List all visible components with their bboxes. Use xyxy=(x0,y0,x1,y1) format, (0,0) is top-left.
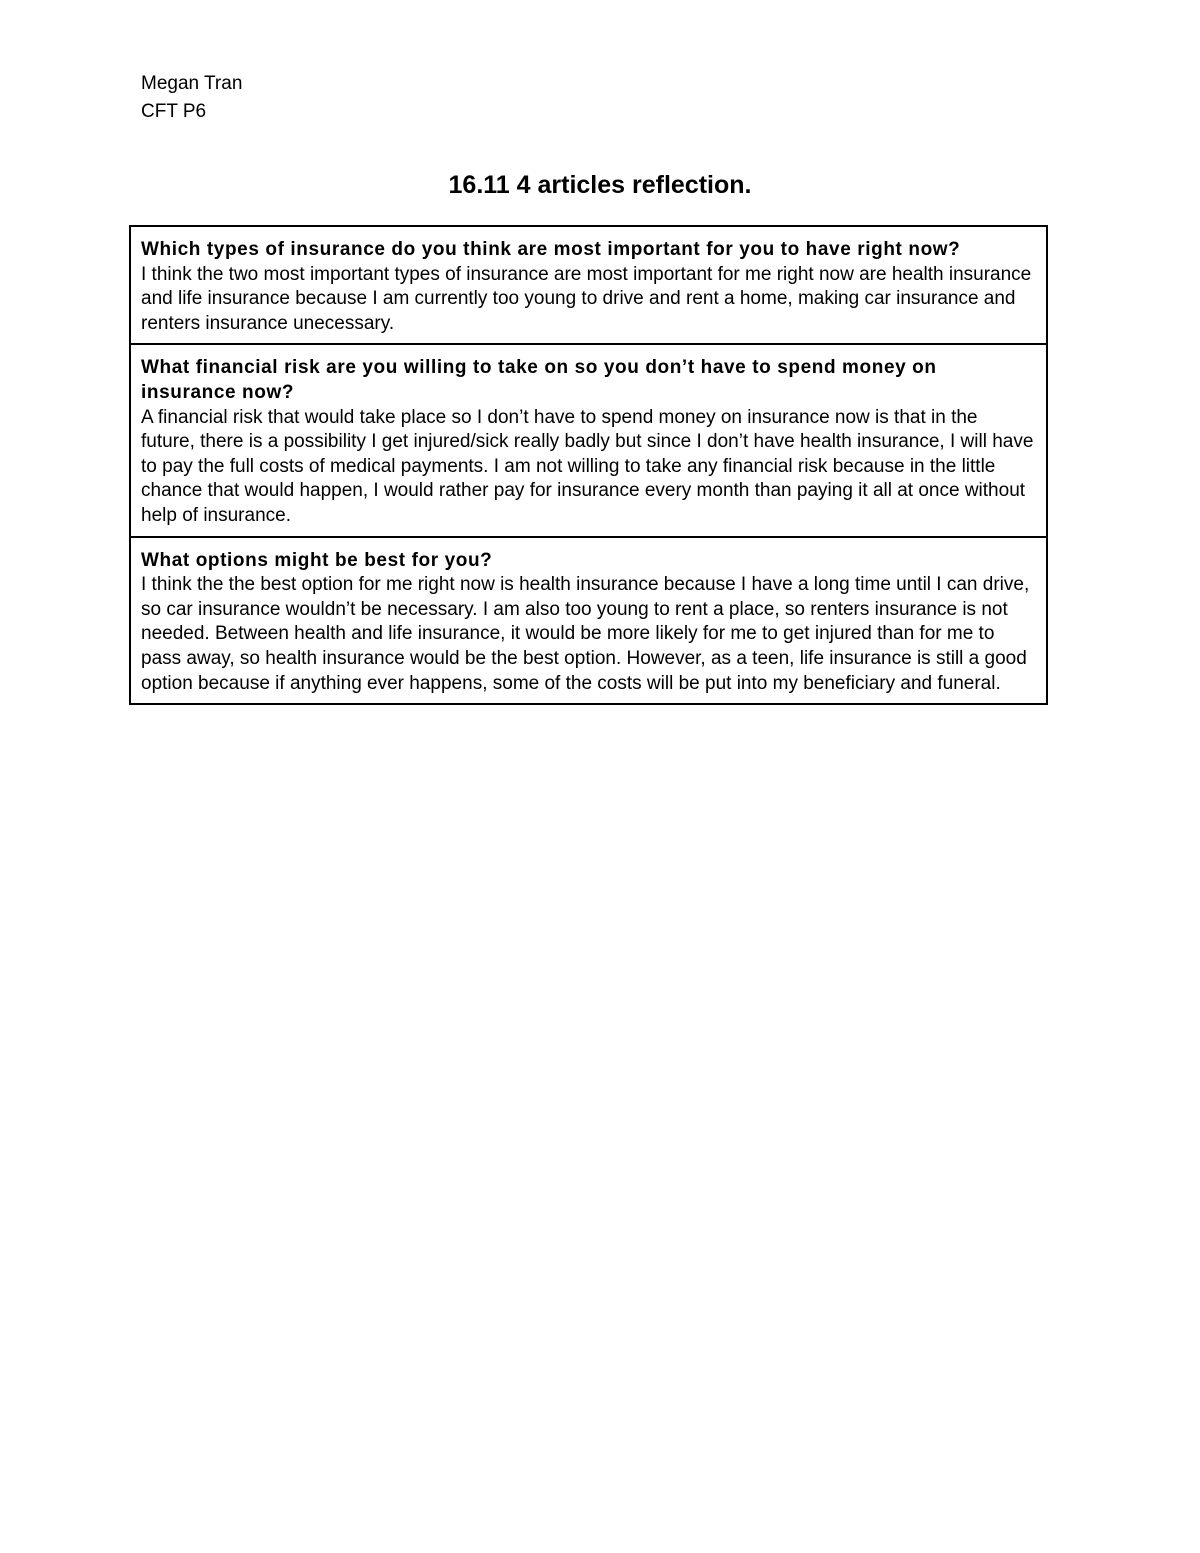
author-name: Megan Tran xyxy=(141,73,243,94)
answer-text: I think the two most important types of insurance are most important for me right now are health insurance and life insurance because I am currently too young to drive and rent a home, making car insurance and renters insurance unecessary. xyxy=(141,263,1032,334)
answer-text: I think the the best option for me right now is health insurance because I have a long time until I can drive, so car insurance wouldn’t be necessary. I am also too young to rent a place, so renters insurance is not needed. Between health and life insurance, it would be more likely for me to get injured than for me to pass away, so health insurance would be the best option. However, as a teen, life insurance is still a good option because if anything ever happens, some of the costs will be put into my beneficiary and funeral. xyxy=(141,574,1030,694)
question-text: What financial risk are you willing to take on so you don’t have to spend money on insurance now? xyxy=(141,357,937,403)
reflection-table xyxy=(129,225,1048,705)
table-row xyxy=(131,227,1046,345)
table-row xyxy=(131,538,1046,706)
question-text: Which types of insurance do you think are most important for you to have right now? xyxy=(141,239,961,260)
answer-text: A financial risk that would take place so I don’t have to spend money on insurance now is that in the future, there is a possibility I get injured/sick really badly but since I don’t have health insurance, I will have to pay the full costs of medical payments. I am not willing to take any financial risk because in the little chance that would happen, I would rather pay for insurance every month than paying it all at once without help of insurance. xyxy=(141,406,1034,526)
document-header xyxy=(141,70,242,126)
document-title: 16.11 4 articles reflection. xyxy=(448,171,752,199)
question-text: What options might be best for you? xyxy=(141,549,493,571)
class-period: CFT P6 xyxy=(141,101,207,122)
table-row xyxy=(131,345,1046,537)
